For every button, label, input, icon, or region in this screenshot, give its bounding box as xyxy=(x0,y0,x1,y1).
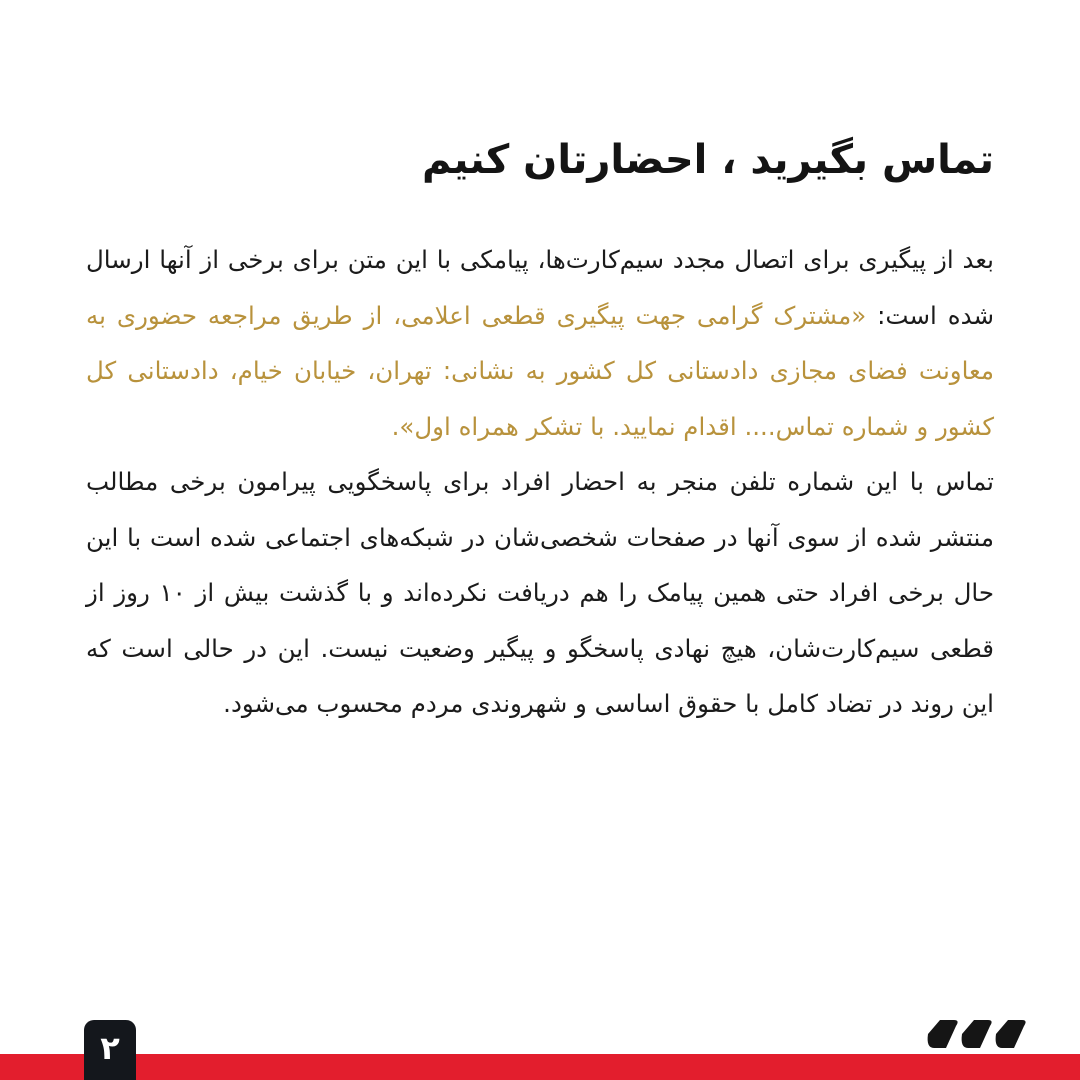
page-title: تماس بگیرید ، احضارتان کنیم xyxy=(421,137,994,183)
body-paragraph: تماس با این شماره تلفن منجر به احضار افراد برای پاسخگویی پیرامون برخی مطالب منتشر شده از سوی آنها در صفحات شخصی‌شان در شبکه‌های اجتماعی شده است با این حال برخی افراد حتی همین پیامک را هم دریافت نکرده‌اند و با گذشت بیش از ۱۰ روز از قطعی سیم‌کارت‌شان، هیچ نهادی پاسخگو و پیگیر وضعیت نیست. این در حالی است که این روند در تضاد کامل با حقوق اساسی و شهروندی مردم محسوب می‌شود. xyxy=(86,467,994,718)
page-number: ۲ xyxy=(100,1029,120,1067)
intro-text: بعد از پیگیری برای اتصال مجدد سیم‌کارت‌ها، پیامکی با این متن برای برخی از آنها ارسال شده است: xyxy=(86,245,994,330)
page-number-tab xyxy=(84,1020,136,1080)
bottom-accent-bar xyxy=(0,1054,1080,1080)
article-body xyxy=(86,232,994,732)
sms-quote: «مشترک گرامی جهت پیگیری قطعی اعلامی، از طریق مراجعه حضوری به معاونت فضای مجازی دادستانی کل کشور به نشانی: تهران، خیابان خیام، دادستانی کل کشور و شماره تماس.... اقدام نمایید. با تشکر همراه اول». xyxy=(86,300,994,441)
three-diamonds-logo-icon xyxy=(926,1014,1028,1054)
